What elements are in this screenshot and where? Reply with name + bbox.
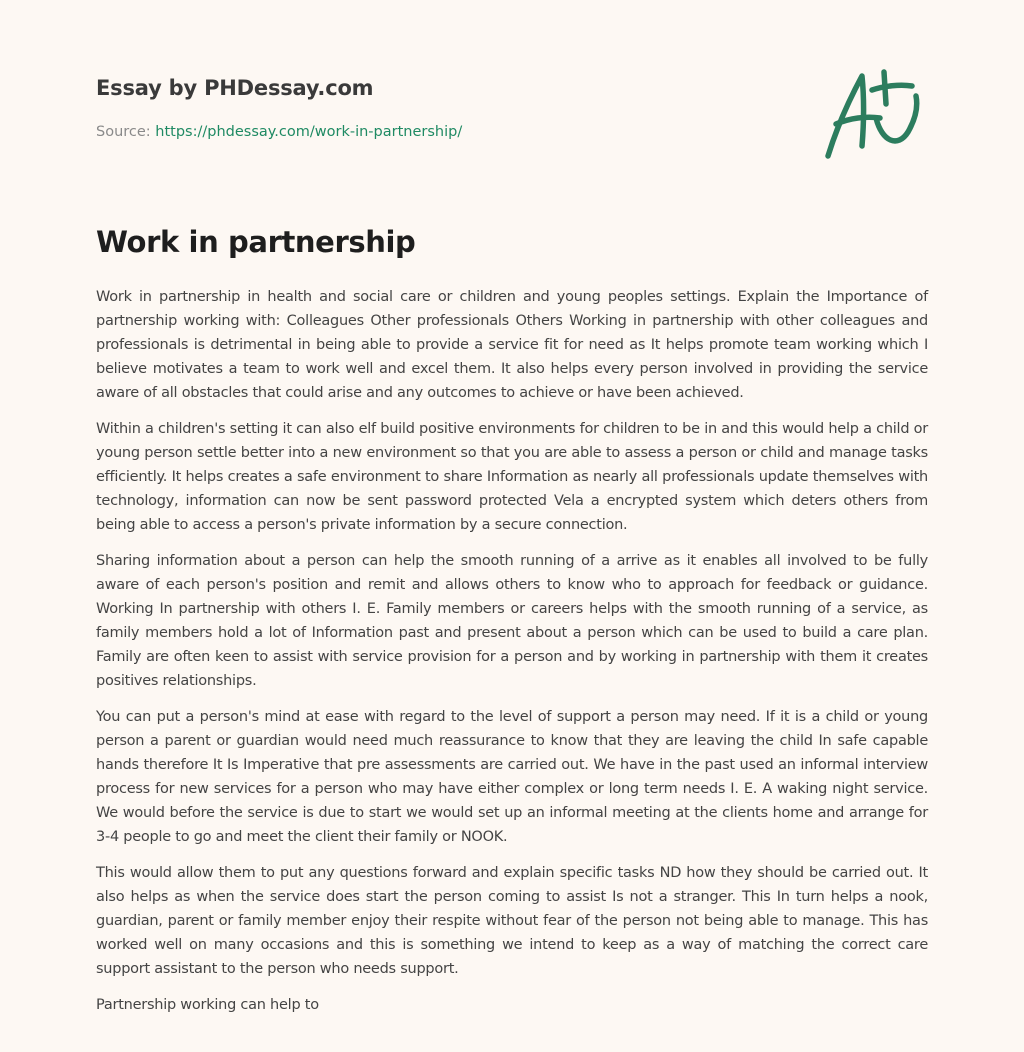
source-label: Source: <box>96 124 156 140</box>
essay-paragraph: Within a children's setting it can also elf build positive environments for children to be in and this would help a child or young person settle better into a new environment so that you are able to assess a person or child and manage tasks efficiently. It helps creates a safe environment to share Information as nearly all professionals update themselves with technology, information can now be sent password protected Vela a encrypted system which deters others from being able to access a person's private information by a secure connection. <box>96 421 928 533</box>
essay-title: Work in partnership <box>96 225 416 259</box>
essay-paragraph: Partnership working can help to <box>96 997 319 1013</box>
site-brand: Essay by PHDessay.com <box>96 76 374 100</box>
essay-paragraph: Sharing information about a person can help the smooth running of a arrive as it enables all involved to be fully aware of each person's position and remit and allows others to know who to approach for feedback or guidance. Working In partnership with others I. E. Family members or careers helps with the smooth running of a service, as family members hold a lot of Information past and present about a person which can be used to build a care plan. Family are often keen to assist with service provision for a person and by working in partnership with them it creates positives relationships. <box>96 553 928 689</box>
a-plus-logo-icon <box>822 66 930 166</box>
essay-body <box>96 285 928 1029</box>
source-line <box>96 124 462 140</box>
source-link[interactable]: https://phdessay.com/work-in-partnership/ <box>155 124 463 140</box>
essay-paragraph: This would allow them to put any questions forward and explain specific tasks ND how they should be carried out. It also helps as when the service does start the person coming to assist Is not a stranger. This In turn helps a nook, guardian, parent or family member enjoy their respite without fear of the person not being able to manage. This has worked well on many occasions and this is something we intend to keep as a way of matching the correct care support assistant to the person who needs support. <box>96 865 928 977</box>
essay-paragraph: Work in partnership in health and social care or children and young peoples settings. Explain the Importance of partnership working with: Colleagues Other professionals Others Working in partnership with other colleagues and professionals is detrimental in being able to provide a service fit for need as It helps promote team working which I believe motivates a team to work well and excel them. It also helps every person involved in providing the service aware of all obstacles that could arise and any outcomes to achieve or have been achieved. <box>96 289 928 401</box>
essay-paragraph: You can put a person's mind at ease with regard to the level of support a person may need. If it is a child or young person a parent or guardian would need much reassurance to know that they are leaving the child In safe capable hands therefore It Is Imperative that pre assessments are carried out. We have in the past used an informal interview process for new services for a person who may have either complex or long term needs I. E. A waking night service. We would before the service is due to start we would set up an informal meeting at the clients home and arrange for 3-4 people to go and meet the client their family or NOOK. <box>96 709 928 845</box>
